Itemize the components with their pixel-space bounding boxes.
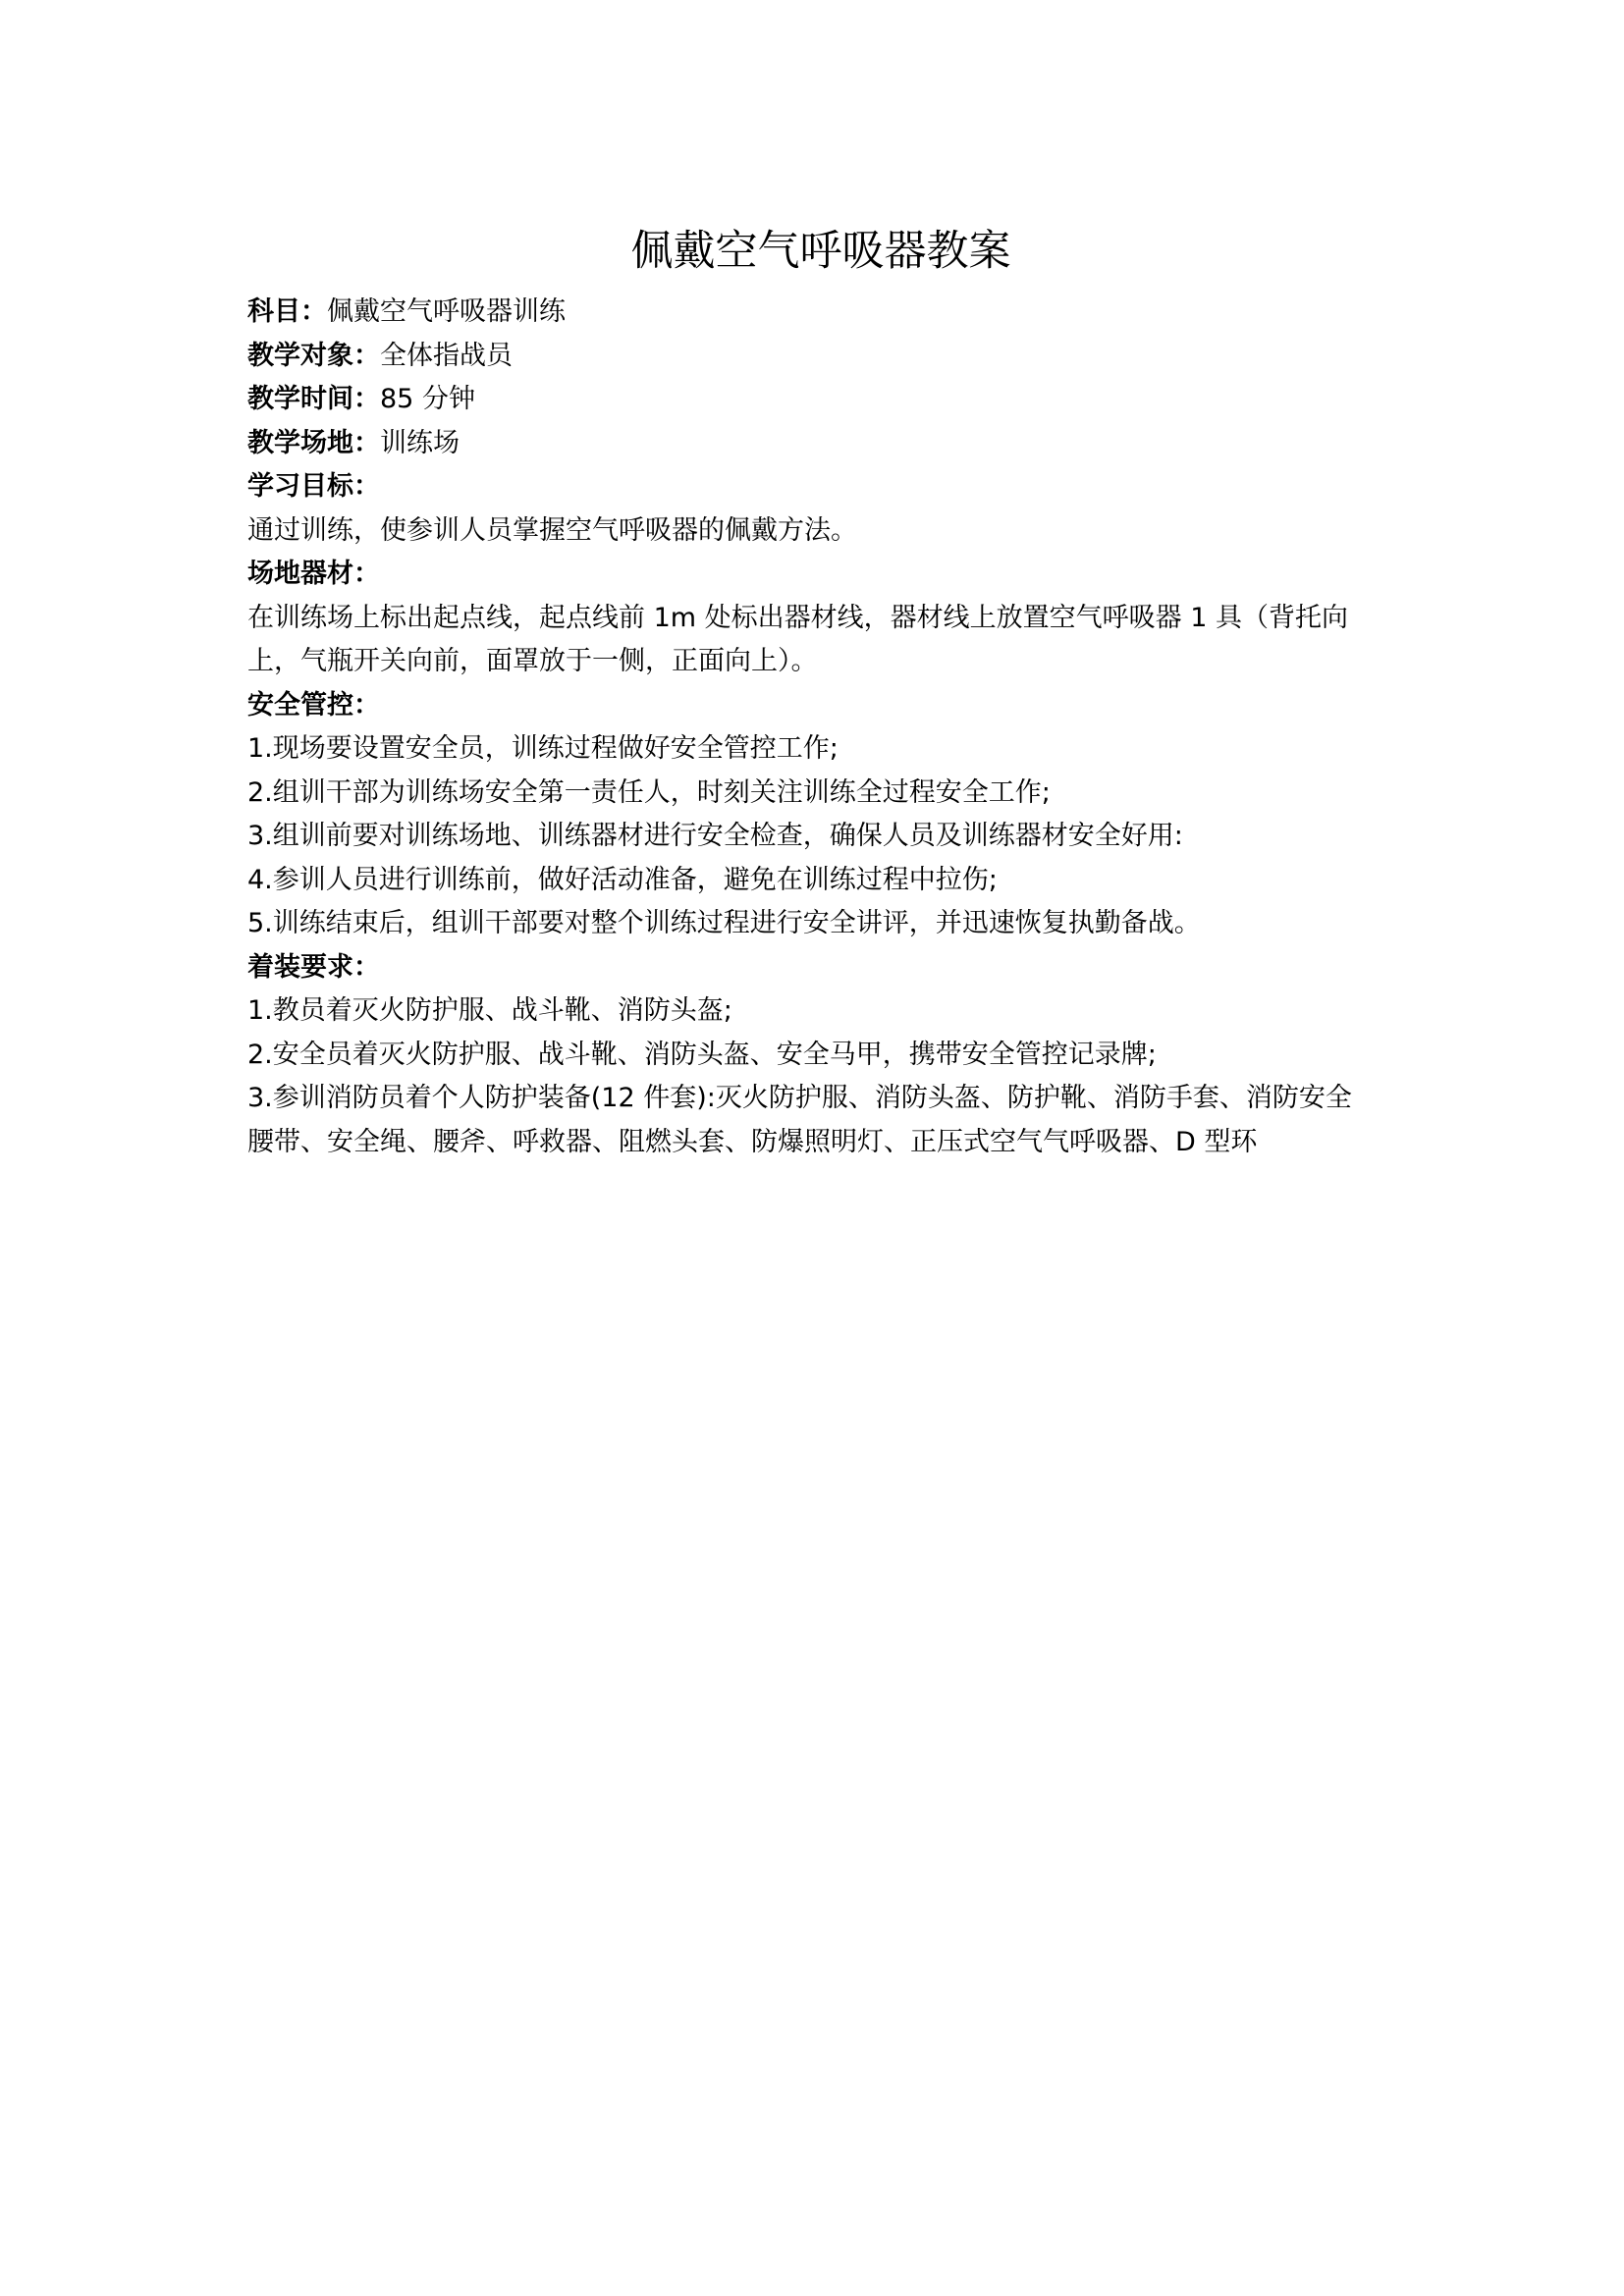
field-value: 佩戴空气呼吸器训练	[327, 296, 566, 327]
safety-item: 1.现场要设置安全员，训练过程做好安全管控工作;	[247, 733, 839, 764]
learning-goal-text: 通过训练，使参训人员掌握空气呼吸器的佩戴方法。	[247, 514, 857, 546]
field-label: 科目：	[247, 296, 327, 327]
safety-item: 4.参训人员进行训练前，做好活动准备，避免在训练过程中拉伤;	[247, 864, 998, 895]
document-body	[247, 222, 1394, 1164]
safety-heading: 安全管控：	[247, 689, 380, 721]
document-title: 佩戴空气呼吸器教案	[630, 227, 1011, 276]
field-label: 教学场地：	[247, 427, 380, 458]
field-subject	[247, 291, 1394, 335]
field-label: 教学对象：	[247, 340, 380, 371]
safety-item: 2.组训干部为训练场安全第一责任人，时刻关注训练全过程安全工作;	[247, 776, 1051, 808]
dress-item: 腰带、安全绳、腰斧、呼救器、阻燃头套、防爆照明灯、正压式空气气呼吸器、D 型环	[247, 1126, 1258, 1157]
dress-item: 3.参训消防员着个人防护装备(12 件套):灭火防护服、消防头盔、防护靴、消防手套、消防安全	[247, 1083, 1352, 1113]
field-value: 训练场	[380, 427, 460, 458]
dress-item: 2.安全员着灭火防护服、战斗靴、消防头盔、安全马甲，携带安全管控记录牌;	[247, 1039, 1157, 1070]
safety-item: 3.组训前要对训练场地、训练器材进行安全检查，确保人员及训练器材安全好用:	[247, 821, 1183, 851]
equipment-heading: 场地器材：	[247, 559, 380, 589]
field-duration	[247, 378, 1394, 422]
field-label: 教学时间：	[247, 384, 380, 414]
equipment-text-line: 在训练场上标出起点线，起点线前 1m 处标出器材线，器材线上放置空气呼吸器 1 具（背托向	[247, 602, 1348, 633]
dress-item: 1.教员着灭火防护服、战斗靴、消防头盔;	[247, 995, 732, 1026]
field-venue	[247, 422, 1394, 466]
learning-goal-heading: 学习目标：	[247, 471, 380, 502]
safety-item: 5.训练结束后，组训干部要对整个训练过程进行安全讲评，并迅速恢复执勤备战。	[247, 908, 1201, 938]
equipment-text-line: 上，气瓶开关向前，面罩放于一侧，正面向上）。	[247, 646, 818, 676]
field-value: 85 分钟	[380, 384, 475, 414]
field-value: 全体指战员	[380, 340, 513, 371]
field-audience	[247, 335, 1394, 379]
dress-heading: 着装要求：	[247, 951, 380, 983]
